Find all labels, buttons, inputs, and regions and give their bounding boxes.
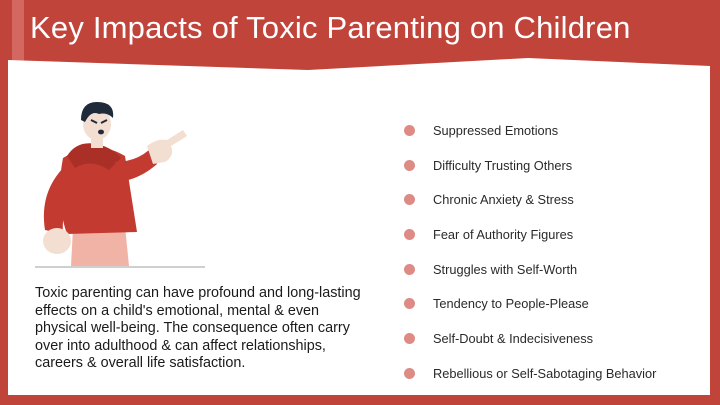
impact-label: Self-Doubt & Indecisiveness <box>433 330 594 346</box>
impact-item <box>404 356 704 391</box>
impact-item <box>404 252 704 287</box>
description-text: Toxic parenting can have profound and long-lasting effects on a child's emotional, mental & even physical well-being. The consequence often carry over into adulthood & can affect relationships, careers & overall life satisfaction. <box>35 285 361 372</box>
bullet-dot-icon <box>404 264 415 275</box>
bullet-dot-icon <box>404 368 415 379</box>
impact-list <box>404 113 704 391</box>
impact-label: Fear of Authority Figures <box>433 226 574 242</box>
impact-item <box>404 321 704 356</box>
impact-item <box>404 286 704 321</box>
bullet-dot-icon <box>404 229 415 240</box>
bullet-dot-icon <box>404 194 415 205</box>
angry-parent-illustration <box>25 100 215 272</box>
impact-label: Tendency to People-Please <box>433 296 589 312</box>
impact-item <box>404 148 704 183</box>
impact-label: Struggles with Self-Worth <box>433 261 578 277</box>
bullet-dot-icon <box>404 333 415 344</box>
impact-label: Difficulty Trusting Others <box>433 157 573 173</box>
impact-label: Chronic Anxiety & Stress <box>433 192 574 208</box>
bullet-dot-icon <box>404 160 415 171</box>
impact-label: Suppressed Emotions <box>433 122 559 138</box>
bullet-dot-icon <box>404 298 415 309</box>
bullet-dot-icon <box>404 125 415 136</box>
impact-label: Rebellious or Self-Sabotaging Behavior <box>433 365 657 381</box>
impact-item <box>404 217 704 252</box>
slide-title: Key Impacts of Toxic Parenting on Children <box>30 10 631 45</box>
impact-item <box>404 182 704 217</box>
impact-item <box>404 113 704 148</box>
